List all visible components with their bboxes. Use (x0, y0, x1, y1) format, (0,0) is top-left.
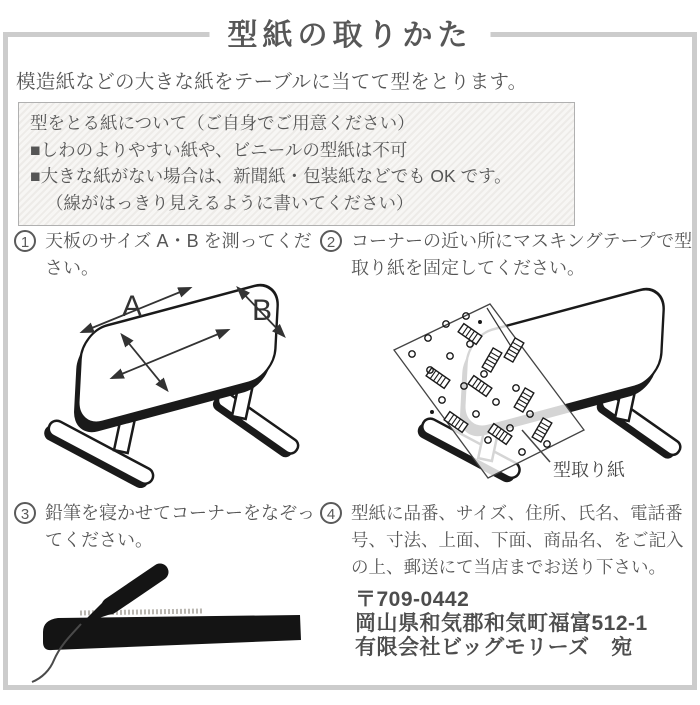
label-a: A (122, 290, 143, 323)
pencil-trace-illustration (18, 558, 318, 692)
table-edge-bar (43, 615, 301, 650)
recipient-line: 有限会社ビッグモリーズ 宛 (355, 636, 633, 659)
table-paper-illustration (372, 282, 684, 490)
note-line-3: ■大きな紙がない場合は、新聞紙・包装紙などでも OK です。 (30, 166, 512, 186)
step-4-text: 型紙に品番、サイズ、住所、氏名、電話番号、寸法、上面、下面、商品名、をご記入の上、郵送にて当店までお送り下さい。 (351, 503, 684, 577)
paper-label: 型取り紙 (553, 460, 625, 480)
note-line-2: ■しわのよりやすい紙や、ビニールの型紙は不可 (30, 139, 408, 160)
step-3-section (14, 500, 326, 554)
page-title: 型紙の取りかた (210, 10, 491, 54)
step-3-text: 鉛筆を寝かせてコーナーをなぞってください。 (45, 503, 315, 550)
step-4-section (320, 500, 694, 581)
postal-code: 〒709-0442 (355, 588, 470, 611)
step-4-number-badge: 4 (320, 502, 342, 524)
step-1-number-badge: 1 (14, 230, 36, 252)
pencil (81, 572, 160, 624)
address-line: 岡山県和気郡和気町福富512-1 (355, 612, 648, 635)
paper-note-box (18, 102, 575, 226)
step-3-number-badge: 3 (14, 502, 36, 524)
note-line-4: （線がはっきり見えるように書いてください） (46, 192, 414, 213)
label-b: B (252, 294, 273, 327)
step-2-text: コーナーの近い所にマスキングテープで型取り紙を固定してください。 (351, 231, 693, 278)
note-line-1: 型をとる紙について（ご自身でご用意ください） (30, 113, 415, 133)
step-2-number-badge: 2 (320, 230, 342, 252)
step-1-text: 天板のサイズ A・B を測ってください。 (45, 231, 312, 278)
intro-text: 模造紙などの大きな紙をテーブルに当てて型をとります。 (16, 71, 528, 93)
table-measure-illustration (30, 282, 320, 488)
step-1-section (14, 228, 326, 282)
step-2-section (320, 228, 694, 282)
mailing-address-block (355, 588, 648, 660)
